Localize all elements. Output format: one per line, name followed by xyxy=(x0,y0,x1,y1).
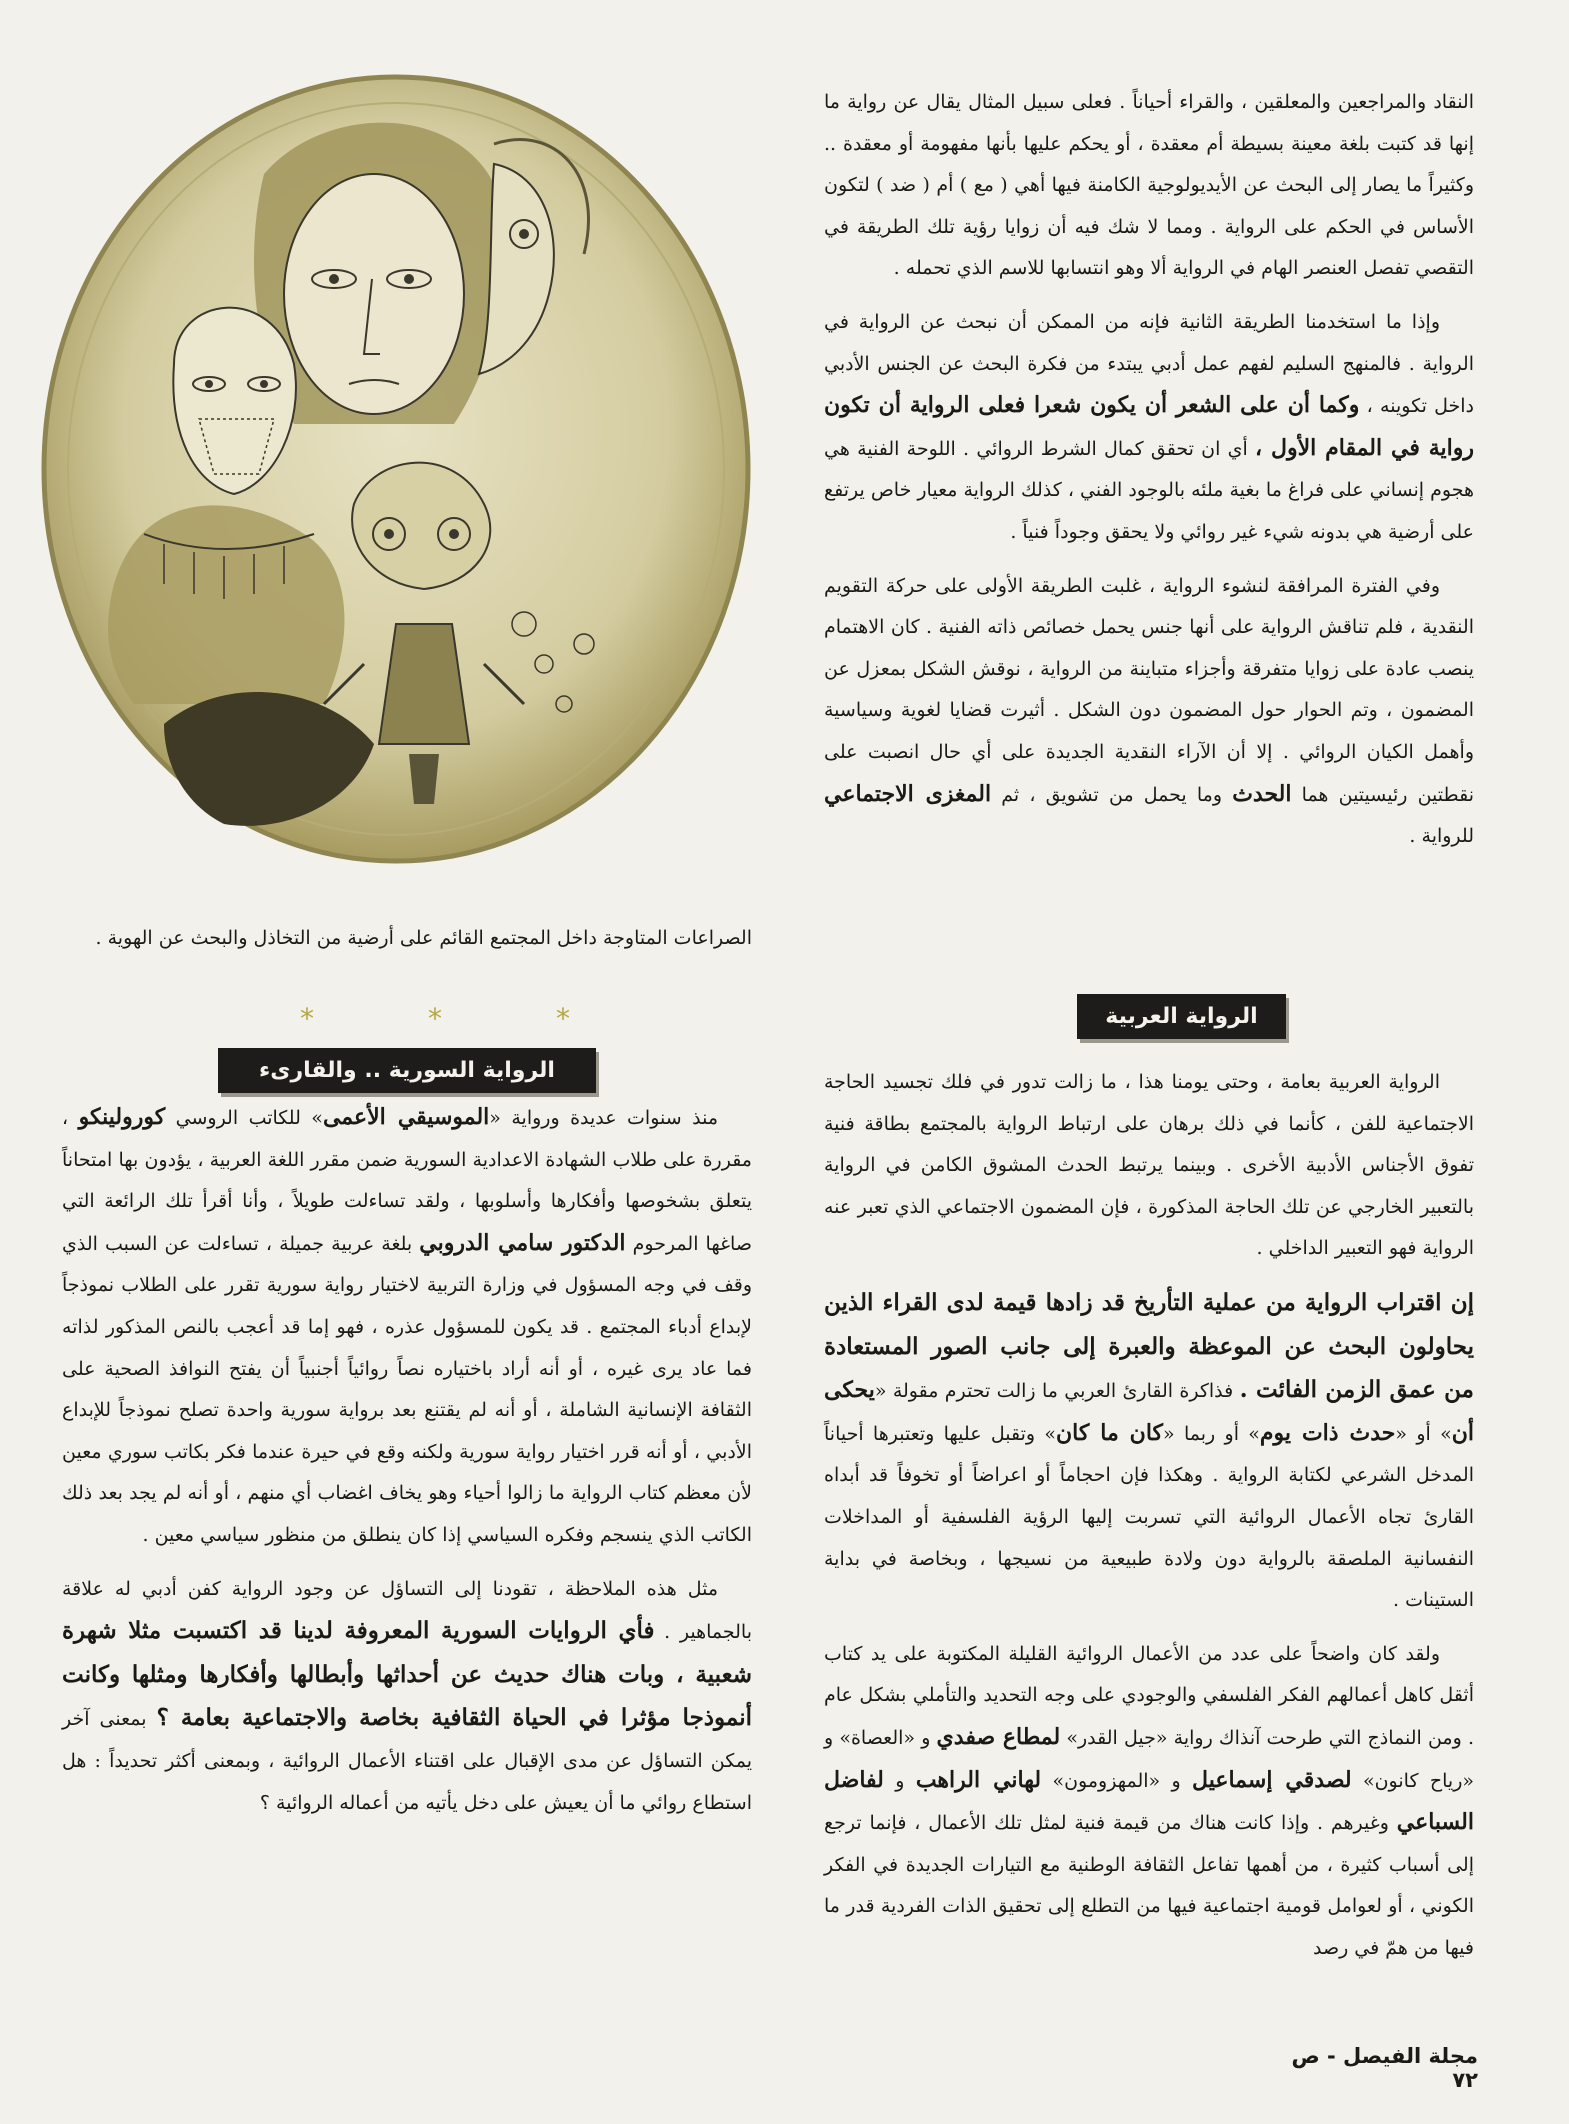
paragraph: الصراعات المتاوجة داخل المجتمع القائم على أرضية من التخاذل والبحث عن الهوية . xyxy=(95,927,752,949)
paragraph: إن اقتراب الرواية من عملية التأريخ قد زادها قيمة لدى القراء الذين يحاولون البحث عن الموعظة والعبرة إلى جانب الصور المستعادة من عمق الزمن الفائت . فذاكرة القارئ العربي ما زالت تحترم مقولة «يحكى أن» أو «حدث ذات يوم» أو ربما «كان ما كان» وتقبل عليها وتعتبرها أحياناً المدخل الشرعي لكتابة الرواية . وهكذا فإن احجاماً أو اعراضاً أو تخوفاً قد أبداه القارئ تجاه الأعمال الروائية التي تسربت إليها الرؤية الفلسفية أو المداخلات النفسانية الملصقة بالرواية دون ولادة طبيعية من نسيجها ، وبخاصة في بداية الستينات . xyxy=(824,1288,1475,1612)
bold-phrase: المغزى الاجتماعي xyxy=(824,780,992,807)
paragraph: وفي الفترة المرافقة لنشوء الرواية ، غلبت الطريقة الأولى على حركة التقويم النقدية ، فلم تناقش الرواية على أنها جنس يحمل خصائص ذاته الفنية . كان الاهتمام ينصب عادة على زوايا متفرقة وأجزاء متباينة من الرواية ، نوقش الشكل بمعزل عن المضمون ، وتم الحوار حول المضمون دون الشكل . أثيرت قضايا لغوية وسياسية وأهمل الكيان الروائي . إلا أن الآراء النقدية الجديدة على أي حال انصبت على نقطتين رئيسيتين هما الحدث وما يحمل من تشويق ، ثم المغزى الاجتماعي للرواية . xyxy=(824,574,1474,848)
paragraph: مثل هذه الملاحظة ، تقودنا إلى التساؤل عن وجود الرواية كفن أدبي له علاقة بالجماهير . فأي الروايات السورية المعروفة لدينا قد اكتسبت مثلا شهرة شعبية ، وبات هناك حديث عن أحداثها وأبطالها وأفكارها ومثلها وكانت أنموذجا مؤثرا في الحياة الثقافية بخاصة والاجتماعية بعامة ؟ بمعنى آخر يمكن التساؤل عن مدى الإقبال على اقتناء الأعمال الروائية ، وبمعنى أكثر تحديداً : هل استطاع روائي ما أن يعيش على دخل يأتيه من أعماله الروائية ؟ xyxy=(62,1577,752,1814)
paragraph: وإذا ما استخدمنا الطريقة الثانية فإنه من الممكن أن نبحث عن الرواية في الرواية . فالمنهج السليم لفهم عمل أدبي يبتدء من فكرة البحث عن الجنس الأدبي داخل تكوينه ، وكما أن على الشعر أن يكون شعرا فعلى الرواية أن تكون رواية في المقام الأول ، أي ان تحقق كمال الشرط الروائي . اللوحة الفنية هي هجوم إنساني على فراغ ما بغية ملئه بالوجود الفني ، كذلك الرواية معيار خاص يرتفع على أرضية هي بدونه شيء غير روائي ولا يحقق وجوداً فنياً . xyxy=(824,310,1475,543)
bold-phrase: الدكتور سامي الدروبي xyxy=(419,1229,626,1256)
paragraph: النقاد والمراجعين والمعلقين ، والقراء أحياناً . فعلى سبيل المثال يقال عن رواية ما إنها قد كتبت بلغة معينة بسيطة أم معقدة ، أو يحكم عليها بأنها مفهومة أو معقدة .. وكثيراً ما يصار إلى البحث عن الأيديولوجية الكامنة فيها أهي ( مع ) أم ( ضد ) لتكون الأساس في الحكم على الرواية . ومما لا شك فيه أن زوايا رؤية تلك الطريقة في التقصي تفصل العنصر الهام في الرواية ألا وهو انتسابها للاسم الذي تحمله . xyxy=(824,91,1474,280)
bold-phrase: لصدقي إسماعيل xyxy=(1192,1766,1352,1793)
section-divider-stars xyxy=(300,1002,570,1035)
right-column-upper xyxy=(824,82,1474,870)
illustration-ceramic-plate xyxy=(24,64,769,884)
bold-phrase: كورولينكو xyxy=(78,1104,166,1130)
left-column-top xyxy=(62,918,752,972)
paragraph: منذ سنوات عديدة ورواية «الموسيقي الأعمى» للكاتب الروسي كورولينكو ، مقررة على طلاب الشهادة الاعدادية السورية ضمن مقرر اللغة العربية ، يؤدون بها امتحاناً يتعلق بشخوصها وأفكارها وأسلوبها ، ولقد تساءلت طويلاً ، وأنا أقرأ تلك الرائعة التي صاغها المرحوم الدكتور سامي الدروبي بلغة عربية جميلة ، تساءلت عن السبب الذي وقف في وجه المسؤول في وزارة التربية لاختيار رواية سورية تقرر على الطلاب نموذجاً لإبداع أدباء المجتمع . قد يكون للمسؤول عذره ، فهو إما قد أعجب بالنص المذكور لذاته فما عاد يرى غيره ، أو أنه أراد باختياره نصاً روائياً أجنبياً أن يفتح النوافذ الصحية على الثقافة الإنسانية الشاملة ، أو أنه لم يقتنع بعد برواية سورية واحدة تصلح نموذجاً للإبداع الأدبي ، أو أنه قرر اختيار رواية سورية ولكنه وقع في حيرة عندما فكر بكاتب سوري معين لأن معظم كتاب الرواية ما زالوا أحياء وهو يخاف اغضاب أي منهم ، أو أنه لم يجد بعد ذلك الكاتب الذي ينسجم وفكره السياسي إذا كان ينطلق من منظور سياسي معين . xyxy=(62,1104,752,1546)
right-column-lower xyxy=(824,1062,1474,1981)
bold-phrase: الموسيقي الأعمى xyxy=(322,1104,490,1130)
bold-phrase: لمطاع صفدي xyxy=(936,1723,1061,1750)
section-heading-syrian-novel: الرواية السورية .. والقارىء xyxy=(218,1048,596,1093)
star-icon: * xyxy=(556,1002,570,1035)
star-icon: * xyxy=(428,1002,442,1035)
bold-phrase: وكما أن على الشعر أن يكون شعرا فعلى الرواية أن تكون رواية في المقام الأول ، xyxy=(824,392,1474,461)
section-heading-arabic-novel: الرواية العربية xyxy=(1077,994,1286,1039)
bold-phrase: يحكى أن xyxy=(824,1377,1475,1446)
left-column xyxy=(62,1097,752,1836)
paragraph: ولقد كان واضحاً على عدد من الأعمال الروائية القليلة المكتوبة على يد كتاب أثقل كاهل أعمالهم الفكر الفلسفي والوجودي على وجه التحديد والتأملي بشكل عام . ومن النماذج التي طرحت آنذاك رواية «جيل القدر» لمطاع صفدي و «العصاة» و «رياح كانون» لصدقي إسماعيل و «المهزومون» لهاني الراهب و لفاضل السباعي وغيرهم . وإذا كانت هناك من قيمة فنية لمثل تلك الأعمال ، فإنما ترجع إلى أسباب كثيرة ، من أهمها تفاعل الثقافة الوطنية مع التيارات الجديدة في الفكر الكوني ، أو لعوامل قومية اجتماعية فيها من التطلع إلى تحقيق الذات الفردية قدر ما فيها من همّ في رصد xyxy=(824,1642,1475,1959)
paragraph: الرواية العربية بعامة ، وحتى يومنا هذا ، ما زالت تدور في فلك تجسيد الحاجة الاجتماعية للفن ، كأنما في ذلك برهان على ارتباط الرواية بالمجتمع بطاقة فنية تفوق الأجناس الأدبية الأخرى . وبينما يرتبط الحدث المشوق الكامن في الرواية بالتعبير الخارجي عن تلك الحاجة المذكورة ، فإن المضمون الاجتماعي الذي تعبر عنه الرواية فهو التعبير الداخلي . xyxy=(824,1071,1474,1260)
bold-phrase: لهاني الراهب xyxy=(915,1766,1042,1793)
page-footer: مجلة الفيصل - ص ٧٢ xyxy=(1291,2044,1478,2092)
bold-phrase: حدث ذات يوم xyxy=(1259,1419,1396,1446)
lead-sentence: إن اقتراب الرواية من عملية التأريخ قد زادها قيمة لدى القراء الذين يحاولون البحث عن الموعظة والعبرة إلى جانب الصور المستعادة من عمق الزمن الفائت . xyxy=(824,1288,1475,1404)
bold-phrase: الحدث xyxy=(1232,780,1292,807)
bold-phrase: كان ما كان xyxy=(1056,1419,1164,1446)
bold-phrase: لفاضل السباعي xyxy=(824,1766,1474,1836)
star-icon: * xyxy=(300,1002,314,1035)
lead-sentence: فأي الروايات السورية المعروفة لدينا قد اكتسبت مثلا شهرة شعبية ، وبات هناك حديث عن أحداثها وأبطالها وأفكارها ومثلها وكانت أنموذجا مؤثرا في الحياة الثقافية بخاصة والاجتماعية بعامة ؟ xyxy=(62,1617,752,1732)
